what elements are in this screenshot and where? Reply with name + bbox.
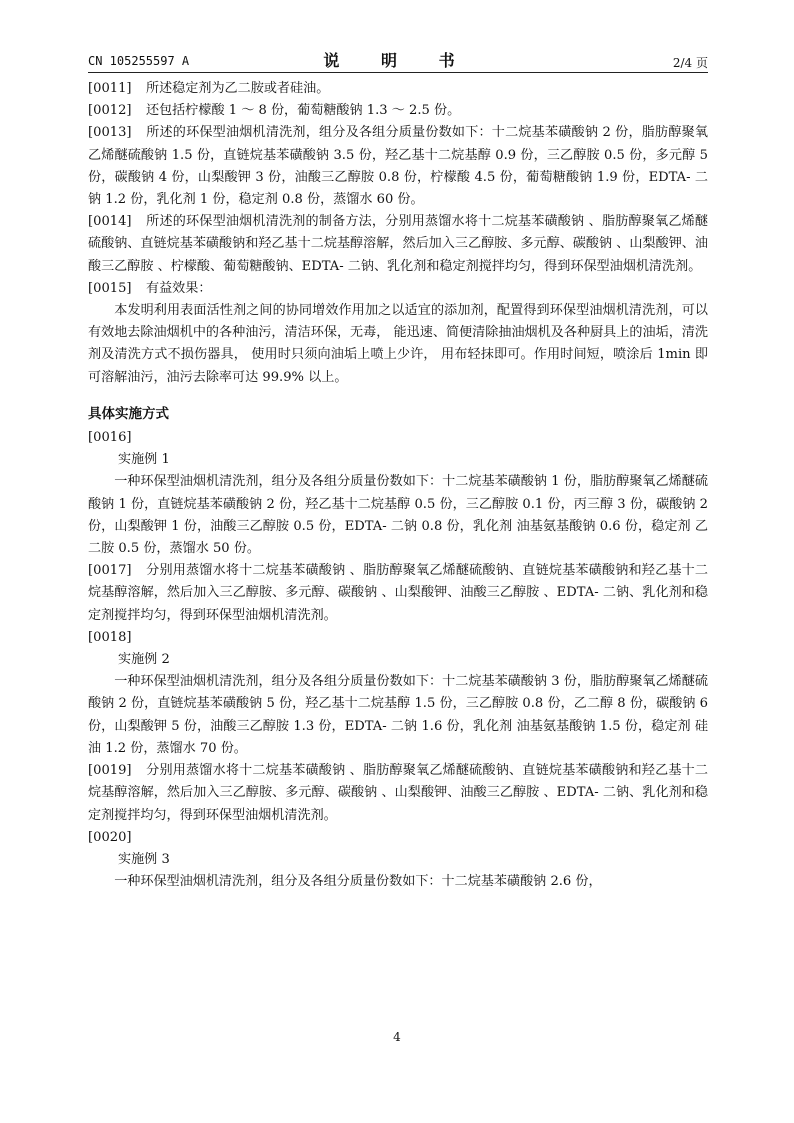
paragraph-tag: [0017]: [88, 563, 132, 579]
header-divider: [88, 72, 708, 73]
paragraph-tag: [0014]: [88, 214, 132, 230]
paragraph-text: 所述的环保型油烟机清洗剂的制备方法，分别用蒸馏水将十二烷基苯磺酸钠 、脂肪醇聚氧乙烯醚硫酸钠、直链烷基苯磺酸钠和羟乙基十二烷基醇溶解，然后加入三乙醇胺、多元醇、碳酸钠 、山梨酸钾、油酸三乙醇胺 、柠檬酸、葡萄糖酸钠、EDTA- 二钠、乳化剂和稳定剂搅拌均匀，得到环保型油烟机清洗剂。: [88, 214, 708, 274]
doc-title: 说 明 书: [323, 51, 473, 70]
paragraph-0019: [88, 760, 708, 827]
example-2-title: 实施例 2: [118, 652, 170, 668]
example-3-composition: 一种环保型油烟机清洗剂，组分及各组分质量份数如下：十二烷基苯磺酸钠 2.6 份，: [114, 874, 602, 890]
section-heading: 具体实施方式: [88, 405, 169, 422]
paragraph-0015: [88, 278, 708, 300]
paragraph-text: 分别用蒸馏水将十二烷基苯磺酸钠 、脂肪醇聚氧乙烯醚硫酸钠、直链烷基苯磺酸钠和羟乙基十二烷基醇溶解，然后加入三乙醇胺、多元醇、碳酸钠 、山梨酸钾、油酸三乙醇胺 、EDTA- 二钠、乳化剂和稳定剂搅拌均匀，得到环保型油烟机清洗剂。: [88, 563, 708, 623]
paragraph-text: 分别用蒸馏水将十二烷基苯磺酸钠 、脂肪醇聚氧乙烯醚硫酸钠、直链烷基苯磺酸钠和羟乙基十二烷基醇溶解，然后加入三乙醇胺、多元醇、碳酸钠 、山梨酸钾、油酸三乙醇胺 、EDTA- 二钠、乳化剂和稳定剂搅拌均匀，得到环保型油烟机清洗剂。: [88, 763, 708, 823]
paragraph-0011: [88, 78, 708, 100]
paragraph-tag: [0011]: [88, 81, 132, 96]
paragraph-0012: [88, 100, 708, 122]
paragraph-tag: [0015]: [88, 280, 132, 296]
paragraph-text: 所述稳定剂为乙二胺或者硅油。: [146, 81, 330, 96]
paragraph-tag-0018: [0018]: [88, 629, 132, 645]
paragraph-tag: [0013]: [88, 125, 132, 141]
example-3-title: 实施例 3: [118, 851, 170, 867]
paragraph-tag: [0012]: [88, 103, 132, 119]
page-indicator: 2/4 页: [672, 56, 708, 70]
paragraph-tag-0016: [0016]: [88, 430, 132, 446]
benefit-paragraph: 本发明利用表面活性剂之间的协同增效作用加之以适宜的添加剂，配置得到环保型油烟机清洗剂，可以有效地去除油烟机中的各种油污，清洁环保，无毒， 能迅速、简便清除抽油烟机及各种厨具上的油垢，清洗剂及清洗方式不损伤器具， 使用时只须向油垢上喷上少许， 用布轻抹即可。作用时间短，喷涂后 1min 即可溶解油污，油污去除率可达 99.9% 以上。: [88, 303, 708, 385]
document-body: [88, 78, 708, 893]
paragraph-tag: [0019]: [88, 763, 132, 779]
page-number: 4: [393, 1030, 401, 1044]
paragraph-0017: [88, 560, 708, 627]
paragraph-0013: [88, 122, 708, 211]
paragraph-tag-0020: [0020]: [88, 829, 132, 845]
paragraph-text: 还包括柠檬酸 1 ～ 8 份，葡萄糖酸钠 1.3 ～ 2.5 份。: [146, 103, 461, 119]
doc-number: CN 105255597 A: [88, 54, 190, 68]
paragraph-text: 有益效果：: [146, 280, 212, 296]
paragraph-text: 所述的环保型油烟机清洗剂，组分及各组分质量份数如下：十二烷基苯磺酸钠 2 份，脂肪醇聚氧乙烯醚硫酸钠 1.5 份，直链烷基苯磺酸钠 3.5 份，羟乙基十二烷基醇 0.9 份，三乙醇胺 0.5 份，多元醇 5 份，碳酸钠 4 份，山梨酸钾 3 份，油酸三乙醇胺 0.8 份，柠檬酸 4.5 份，葡萄糖酸钠 1.9 份，EDTA- 二钠 1.2 份，乳化剂 1 份，稳定剂 0.8 份，蒸馏水 60 份。: [88, 125, 708, 208]
paragraph-0014: [88, 211, 708, 278]
example-2-composition: 一种环保型油烟机清洗剂，组分及各组分质量份数如下：十二烷基苯磺酸钠 3 份，脂肪醇聚氧乙烯醚硫酸钠 2 份，直链烷基苯磺酸钠 5 份，羟乙基十二烷基醇 1.5 份，三乙醇胺 0.8 份，乙二醇 8 份，碳酸钠 6 份，山梨酸钾 5 份，油酸三乙醇胺 1.3 份，EDTA- 二钠 1.6 份，乳化剂 油基氨基酸钠 1.5 份，稳定剂 硅油 1.2 份，蒸馏水 70 份。: [88, 674, 708, 756]
example-1-title: 实施例 1: [118, 452, 170, 468]
page-header: [88, 48, 708, 72]
example-1-composition: 一种环保型油烟机清洗剂，组分及各组分质量份数如下：十二烷基苯磺酸钠 1 份，脂肪醇聚氧乙烯醚硫酸钠 1 份，直链烷基苯磺酸钠 2 份，羟乙基十二烷基醇 0.5 份，三乙醇胺 0.1 份，丙三醇 3 份，碳酸钠 2 份，山梨酸钾 1 份，油酸三乙醇胺 0.5 份，EDTA- 二钠 0.8 份，乳化剂 油基氨基酸钠 0.6 份，稳定剂 乙二胺 0.5 份，蒸馏水 50 份。: [88, 474, 708, 557]
